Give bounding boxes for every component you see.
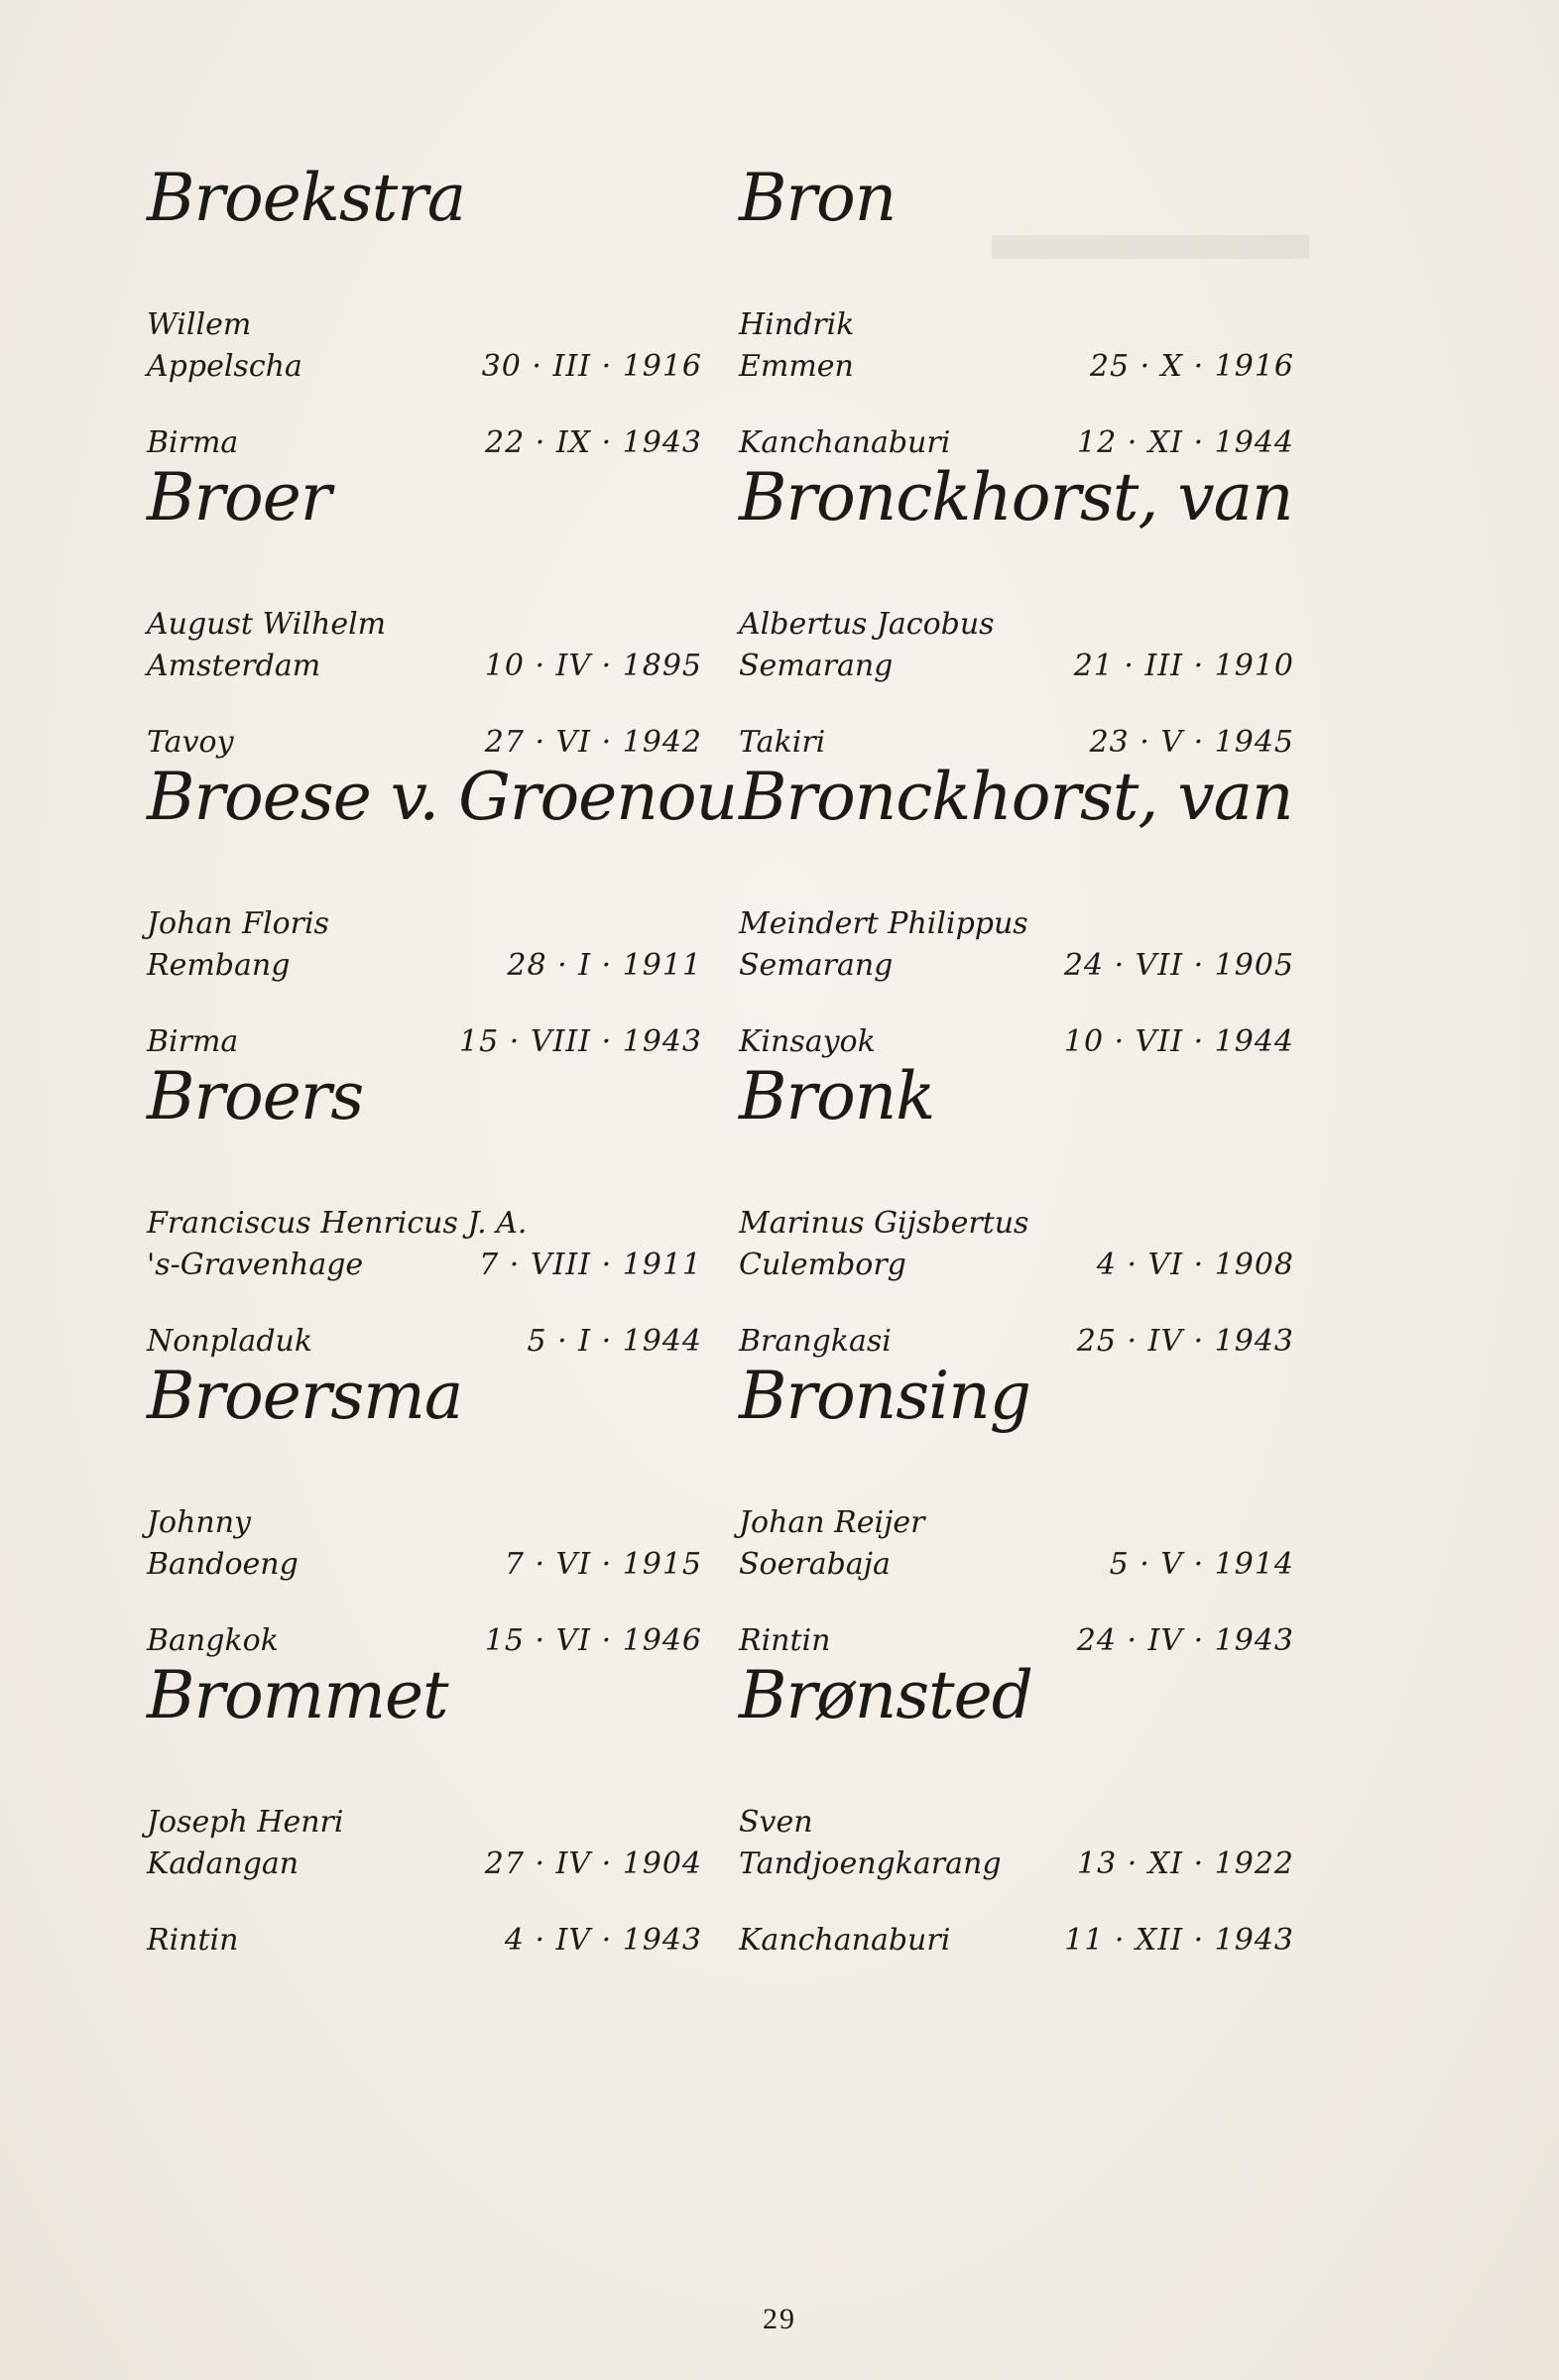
surname: Bron bbox=[739, 160, 897, 236]
birth-date: 30 · III · 1916 bbox=[481, 349, 702, 384]
given-names: Joseph Henri bbox=[147, 1805, 344, 1840]
birth-place: Soerabaja bbox=[739, 1547, 891, 1582]
given-names-line bbox=[147, 904, 702, 944]
name-entry bbox=[739, 1656, 1294, 1958]
death-date: 4 · IV · 1943 bbox=[504, 1923, 702, 1958]
birth-date: 10 · IV · 1895 bbox=[484, 649, 702, 683]
death-line bbox=[739, 1322, 1294, 1362]
death-line bbox=[739, 1621, 1294, 1661]
birth-line bbox=[147, 647, 702, 686]
birth-place: Tandjoengkarang bbox=[739, 1846, 1002, 1881]
death-date: 23 · V · 1945 bbox=[1089, 725, 1294, 760]
death-line bbox=[739, 1022, 1294, 1062]
show-through-decoration: ▬▬▬▬ bbox=[992, 189, 1309, 277]
birth-line bbox=[739, 1246, 1294, 1285]
name-entry bbox=[147, 159, 702, 460]
death-date: 25 · IV · 1943 bbox=[1076, 1324, 1294, 1359]
death-place: Takiri bbox=[739, 725, 826, 760]
name-entry bbox=[739, 758, 1294, 1059]
given-names: Willem bbox=[147, 307, 252, 342]
death-date: 12 · XI · 1944 bbox=[1077, 425, 1294, 460]
birth-place: Bandoeng bbox=[147, 1547, 299, 1582]
surname: Bronckhorst, van bbox=[739, 459, 1293, 536]
given-names: Albertus Jacobus bbox=[739, 607, 995, 642]
name-entry bbox=[739, 1357, 1294, 1658]
birth-date: 13 · XI · 1922 bbox=[1077, 1846, 1294, 1881]
death-place: Rintin bbox=[739, 1623, 831, 1658]
death-line bbox=[147, 1921, 702, 1961]
death-line bbox=[147, 1322, 702, 1362]
death-place: Kanchanaburi bbox=[739, 1923, 951, 1958]
birth-line bbox=[739, 1545, 1294, 1585]
death-place: Brangkasi bbox=[739, 1324, 892, 1359]
death-place: Bangkok bbox=[147, 1623, 279, 1658]
birth-place: Rembang bbox=[147, 948, 291, 983]
name-entry bbox=[739, 159, 1294, 460]
surname: Bronk bbox=[739, 1058, 935, 1134]
birth-date: 24 · VII · 1905 bbox=[1063, 948, 1294, 983]
given-names: Franciscus Henricus J. A. bbox=[147, 1206, 528, 1241]
surname: Brønsted bbox=[739, 1657, 1032, 1733]
birth-line bbox=[739, 1844, 1294, 1884]
birth-line bbox=[147, 347, 702, 387]
given-names: Johan Floris bbox=[147, 906, 329, 941]
death-place: Tavoy bbox=[147, 725, 234, 760]
given-names-line bbox=[739, 904, 1294, 944]
given-names: Meindert Philippus bbox=[739, 906, 1028, 941]
given-names-line bbox=[147, 305, 702, 345]
death-date: 5 · I · 1944 bbox=[527, 1324, 702, 1359]
birth-line bbox=[739, 347, 1294, 387]
given-names-line bbox=[147, 1204, 702, 1244]
surname: Broekstra bbox=[147, 160, 466, 236]
surname: Broese v. Groenou bbox=[147, 759, 737, 835]
death-date: 15 · VIII · 1943 bbox=[459, 1024, 702, 1059]
birth-place: Culemborg bbox=[739, 1248, 906, 1282]
given-names-line bbox=[739, 605, 1294, 645]
birth-line bbox=[147, 1545, 702, 1585]
death-line bbox=[147, 723, 702, 763]
death-date: 11 · XII · 1943 bbox=[1064, 1923, 1294, 1958]
name-entry bbox=[147, 1057, 702, 1359]
birth-place: Emmen bbox=[739, 349, 854, 384]
given-names-line bbox=[739, 305, 1294, 345]
birth-line bbox=[147, 1844, 702, 1884]
given-names: August Wilhelm bbox=[147, 607, 387, 642]
death-line bbox=[147, 1022, 702, 1062]
given-names-line bbox=[147, 1803, 702, 1843]
death-place: Kanchanaburi bbox=[739, 425, 951, 460]
death-place: Nonpladuk bbox=[147, 1324, 313, 1359]
given-names: Hindrik bbox=[739, 307, 855, 342]
death-line bbox=[147, 423, 702, 463]
birth-line bbox=[147, 946, 702, 986]
death-place: Rintin bbox=[147, 1923, 239, 1958]
name-entry bbox=[739, 1057, 1294, 1359]
birth-place: Kadangan bbox=[147, 1846, 300, 1881]
given-names: Johnny bbox=[147, 1505, 251, 1540]
birth-date: 25 · X · 1916 bbox=[1089, 349, 1294, 384]
death-line bbox=[147, 1621, 702, 1661]
birth-line bbox=[739, 946, 1294, 986]
birth-place: Amsterdam bbox=[147, 649, 321, 683]
death-line bbox=[739, 1921, 1294, 1961]
death-date: 24 · IV · 1943 bbox=[1076, 1623, 1294, 1658]
name-entry bbox=[147, 758, 737, 1059]
death-line bbox=[739, 723, 1294, 763]
death-place: Birma bbox=[147, 425, 239, 460]
given-names-line bbox=[147, 605, 702, 645]
surname: Brommet bbox=[147, 1657, 448, 1733]
given-names-line bbox=[739, 1803, 1294, 1843]
birth-date: 27 · IV · 1904 bbox=[484, 1846, 702, 1881]
birth-date: 7 · VI · 1915 bbox=[504, 1547, 702, 1582]
death-line bbox=[739, 423, 1294, 463]
birth-date: 7 · VIII · 1911 bbox=[479, 1248, 702, 1282]
birth-date: 4 · VI · 1908 bbox=[1096, 1248, 1294, 1282]
death-date: 10 · VII · 1944 bbox=[1063, 1024, 1294, 1059]
given-names: Sven bbox=[739, 1805, 813, 1840]
surname: Broers bbox=[147, 1058, 364, 1134]
death-date: 27 · VI · 1942 bbox=[484, 725, 702, 760]
surname: Bronckhorst, van bbox=[739, 759, 1293, 835]
surname: Broer bbox=[147, 459, 331, 536]
birth-date: 21 · III · 1910 bbox=[1073, 649, 1294, 683]
birth-place: Appelscha bbox=[147, 349, 302, 384]
death-place: Birma bbox=[147, 1024, 239, 1059]
death-date: 15 · VI · 1946 bbox=[484, 1623, 702, 1658]
given-names: Marinus Gijsbertus bbox=[739, 1206, 1029, 1241]
birth-place: 's-Gravenhage bbox=[147, 1248, 364, 1282]
name-entry bbox=[147, 1656, 702, 1958]
name-entry bbox=[147, 1357, 702, 1658]
birth-line bbox=[147, 1246, 702, 1285]
birth-line bbox=[739, 647, 1294, 686]
given-names: Johan Reijer bbox=[739, 1505, 925, 1540]
death-place: Kinsayok bbox=[739, 1024, 876, 1059]
birth-place: Semarang bbox=[739, 948, 894, 983]
given-names-line bbox=[739, 1503, 1294, 1543]
birth-place: Semarang bbox=[739, 649, 894, 683]
death-date: 22 · IX · 1943 bbox=[485, 425, 702, 460]
birth-date: 28 · I · 1911 bbox=[507, 948, 702, 983]
name-entry bbox=[739, 458, 1294, 760]
surname: Broersma bbox=[147, 1358, 463, 1434]
given-names-line bbox=[147, 1503, 702, 1543]
given-names-line bbox=[739, 1204, 1294, 1244]
birth-date: 5 · V · 1914 bbox=[1109, 1547, 1294, 1582]
name-entry bbox=[147, 458, 702, 760]
surname: Bronsing bbox=[739, 1358, 1031, 1434]
page-number: 29 bbox=[763, 2303, 796, 2335]
